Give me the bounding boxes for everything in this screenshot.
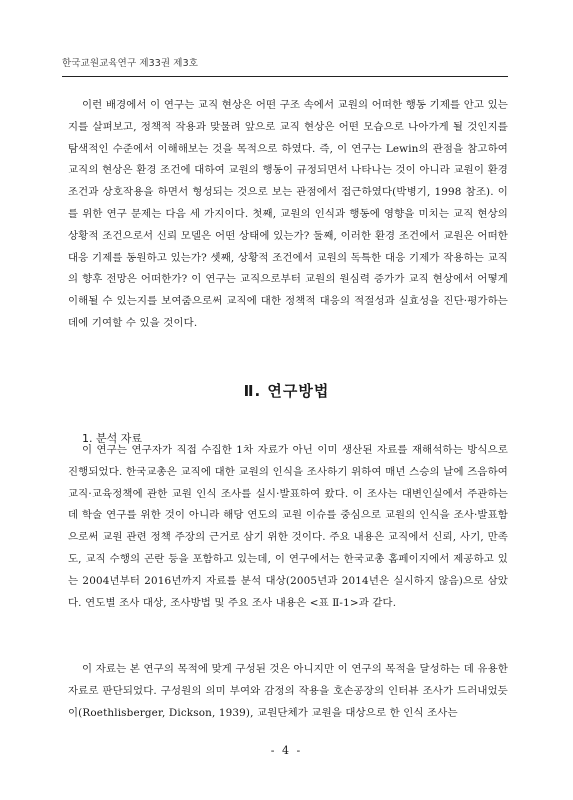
header-rule bbox=[62, 76, 508, 77]
body-paragraph-continued: 이 자료는 본 연구의 목적에 맞게 구성된 것은 아니지만 이 연구의 목적을 달성하는 데 유용한 자료로 판단되었다. 구성원의 의미 부여와 감정의 작용을 호손공장의 인터뷰 조사가 드러내었듯이(Roethlisberger, Dickson, 1939), 교원단체가 교원을 대상으로 한 인식 조사는 bbox=[68, 663, 508, 719]
journal-header: 한국교원교육연구 제33권 제3호 bbox=[62, 58, 198, 69]
section-title: Ⅱ. 연구방법 bbox=[243, 382, 330, 400]
subsection-title: 1. 분석 자료 bbox=[82, 432, 142, 445]
body-paragraph-intro: 이런 배경에서 이 연구는 교직 현상은 어떤 구조 속에서 교원의 어떠한 행동 기제를 안고 있는지를 살펴보고, 정책적 작용과 맞물려 앞으로 교직 현상은 어떤 모습으로 나아가게 될 것인지를 탐색적인 수준에서 이해해보는 것을 목적으로 하였다. 즉, 이 연구는 Lewin의 관점을 참고하여 교직의 현상은 환경 조건에 대하여 교원의 행동이 규정되면서 나타나는 것이 아니라 교원이 환경 조건과 상호작용을 하면서 형성되는 것으로 보는 관점에서 접근하였다(박병기, 1998 참조). 이를 위한 연구 문제는 다음 세 가지이다. 첫째, 교원의 인식과 행동에 영향을 미치는 교직 현상의 상황적 조건으로서 신뢰 모델은 어떤 상태에 있는가? 둘째, 이러한 환경 조건에서 교원은 어떠한 대응 기제를 동원하고 있는가? 셋째, 상황적 조건에서 교원의 독특한 대응 기제가 작용하는 교직의 향후 전망은 어떠한가? 이 연구는 교직으로부터 교원의 원심력 증가가 교직 현상에서 어떻게 이해될 수 있는지를 보여줌으로써 교직에 대한 정책적 대응의 적절성과 실효성을 진단·평가하는 데에 기여할 수 있을 것이다. bbox=[68, 99, 508, 329]
body-paragraph-data: 이 연구는 연구자가 직접 수집한 1차 자료가 아닌 이미 생산된 자료를 재해석하는 방식으로 진행되었다. 한국교총은 교직에 대한 교원의 인식을 조사하기 위하여 매년 스승의 날에 즈음하여 교직·교육정책에 관한 교원 인식 조사를 실시·발표하여 왔다. 이 조사는 대변인실에서 주관하는데 학술 연구를 위한 것이 아니라 해당 연도의 교원 이슈를 중심으로 교원의 인식을 조사·발표함으로써 교원 관련 정책 주장의 근거로 삼기 위한 것이다. 주요 내용은 교직에서 신뢰, 사기, 만족도, 교직 수행의 곤란 등을 포함하고 있는데, 이 연구에서는 한국교총 홈페이지에서 제공하고 있는 2004년부터 2016년까지 자료를 분석 대상(2005년과 2014년은 실시하지 않음)으로 삼았다. 연도별 조사 대상, 조사방법 및 주요 조사 내용은 <표 Ⅱ-1>과 같다. bbox=[68, 444, 508, 609]
page-number: - 4 - bbox=[270, 744, 303, 757]
